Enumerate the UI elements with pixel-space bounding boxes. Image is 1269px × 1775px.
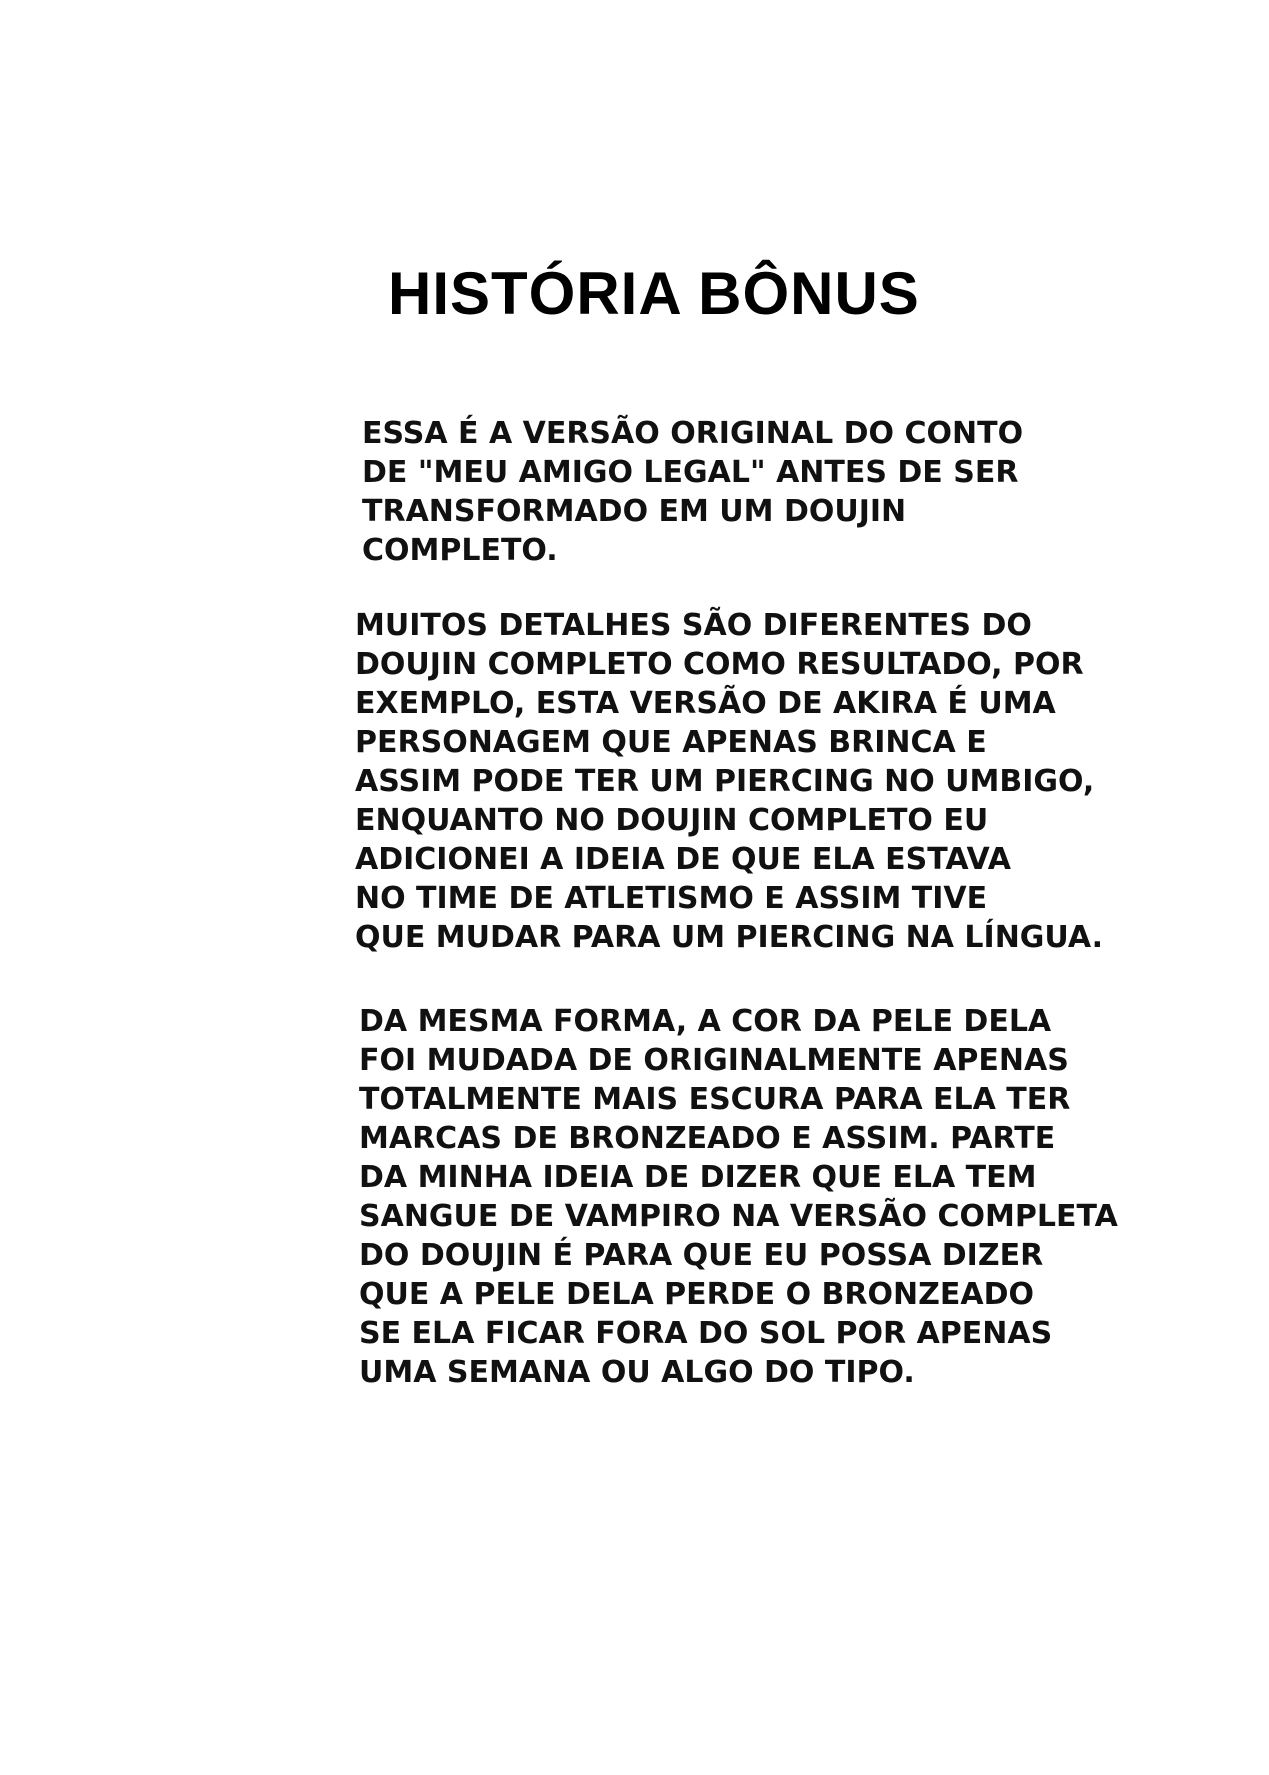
page-title: HISTÓRIA BÔNUS xyxy=(388,260,920,327)
text-line: COMPLETO. xyxy=(362,533,558,568)
text-line: TRANSFORMADO EM UM DOUJIN xyxy=(362,494,907,529)
text-line: EXEMPLO, ESTA VERSÃO DE AKIRA É UMA xyxy=(355,686,1056,721)
text-line: PERSONAGEM QUE APENAS BRINCA E xyxy=(355,725,987,760)
text-line: ASSIM PODE TER UM PIERCING NO UMBIGO, xyxy=(355,764,1095,799)
text-line: FOI MUDADA DE ORIGINALMENTE APENAS xyxy=(359,1043,1069,1078)
text-line: DE "MEU AMIGO LEGAL" ANTES DE SER xyxy=(362,455,1019,490)
paragraph-details xyxy=(355,606,1103,957)
text-line: DA MESMA FORMA, A COR DA PELE DELA xyxy=(359,1004,1052,1039)
text-line: UMA SEMANA OU ALGO DO TIPO. xyxy=(359,1355,915,1390)
text-line: DA MINHA IDEIA DE DIZER QUE ELA TEM xyxy=(359,1160,1037,1195)
text-line: MUITOS DETALHES SÃO DIFERENTES DO xyxy=(355,608,1032,643)
text-line: QUE A PELE DELA PERDE O BRONZEADO xyxy=(359,1277,1034,1312)
text-line: TOTALMENTE MAIS ESCURA PARA ELA TER xyxy=(359,1082,1071,1117)
text-line: DO DOUJIN É PARA QUE EU POSSA DIZER xyxy=(359,1238,1044,1273)
text-line: SE ELA FICAR FORA DO SOL POR APENAS xyxy=(359,1316,1053,1351)
text-line: ESSA É A VERSÃO ORIGINAL DO CONTO xyxy=(362,416,1024,451)
paragraph-skin xyxy=(359,1002,1118,1392)
text-line: ADICIONEI A IDEIA DE QUE ELA ESTAVA xyxy=(355,842,1011,877)
text-line: NO TIME DE ATLETISMO E ASSIM TIVE xyxy=(355,881,988,916)
text-line: SANGUE DE VAMPIRO NA VERSÃO COMPLETA xyxy=(359,1199,1118,1234)
text-line: DOUJIN COMPLETO COMO RESULTADO, POR xyxy=(355,647,1084,682)
text-line: QUE MUDAR PARA UM PIERCING NA LÍNGUA. xyxy=(355,920,1104,955)
paragraph-intro xyxy=(362,414,1023,570)
text-line: ENQUANTO NO DOUJIN COMPLETO EU xyxy=(355,803,989,838)
text-line: MARCAS DE BRONZEADO E ASSIM. PARTE xyxy=(359,1121,1056,1156)
